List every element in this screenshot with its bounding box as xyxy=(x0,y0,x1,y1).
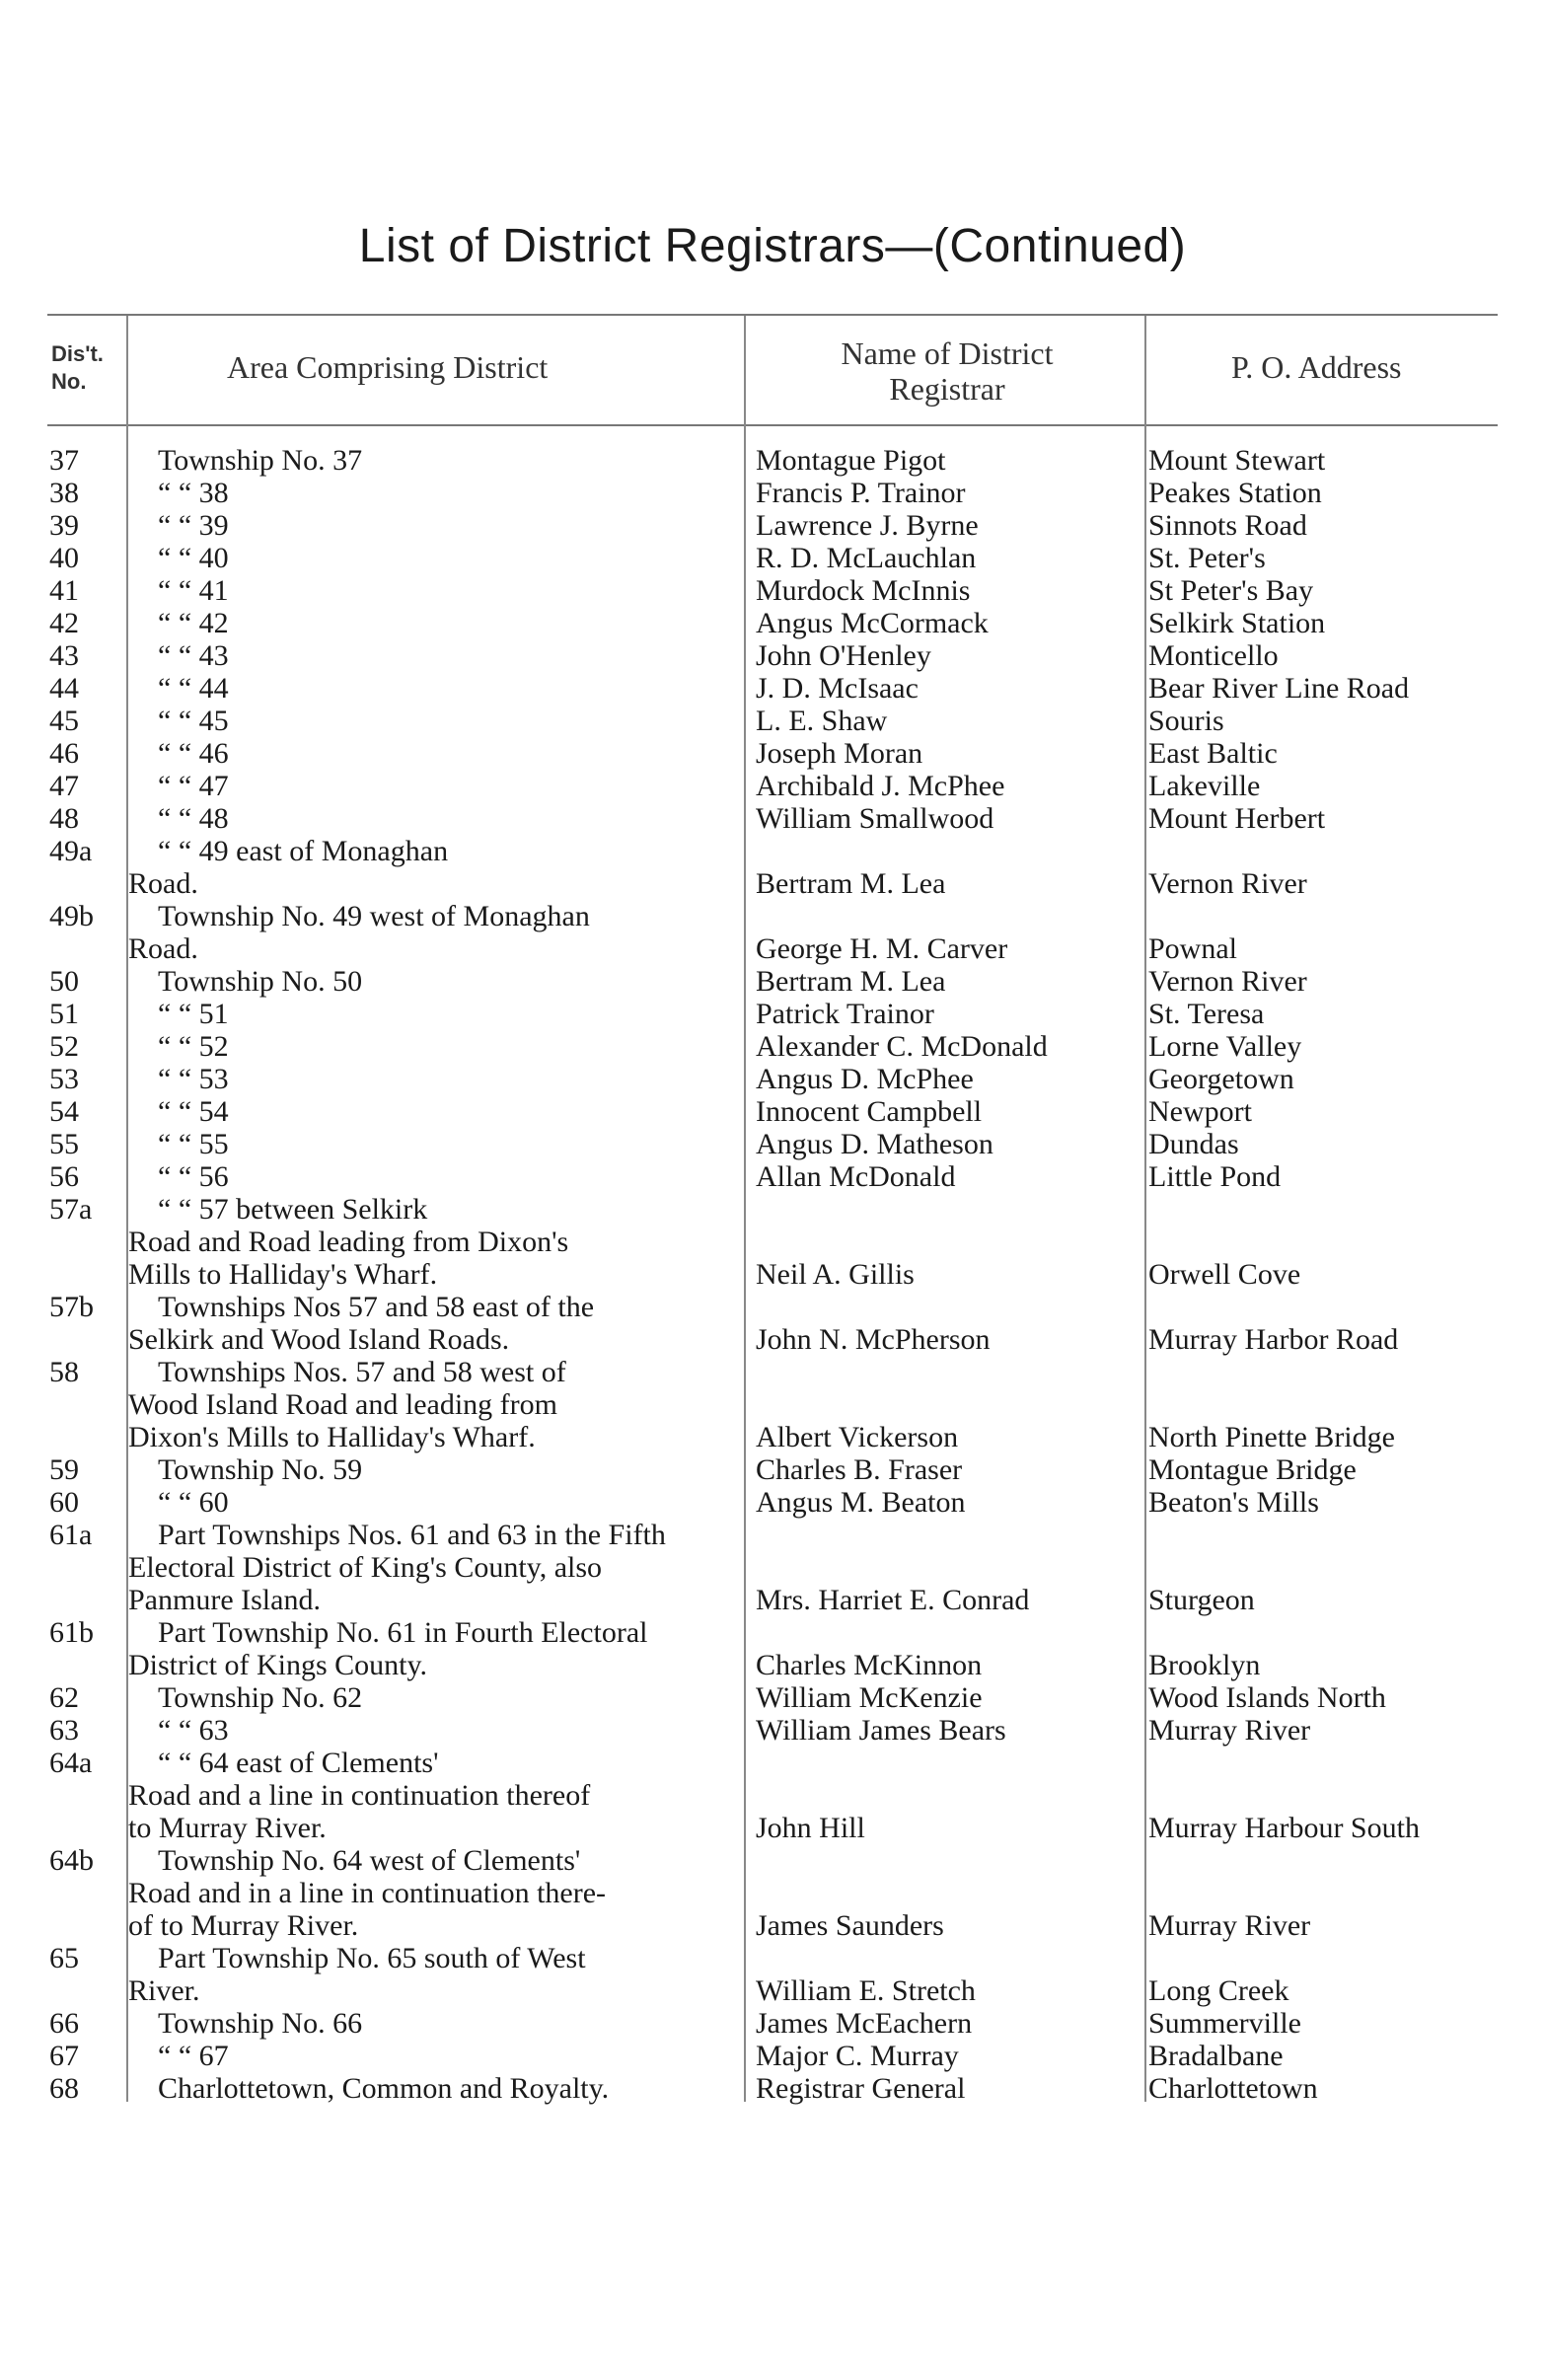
area-line: Road and in a line in continuation there- xyxy=(128,1877,607,1909)
district-number: 39 xyxy=(49,509,79,542)
registrar-name: Alexander C. McDonald xyxy=(756,1030,1048,1063)
area-description xyxy=(128,1356,740,1453)
district-number: 64a xyxy=(49,1747,93,1779)
district-number: 40 xyxy=(49,542,79,574)
po-address: Bradalbane xyxy=(1148,2040,1284,2072)
registrar-name: Registrar General xyxy=(756,2072,966,2105)
po-address: East Baltic xyxy=(1148,737,1278,770)
area-line: River. xyxy=(128,1974,200,2007)
po-address: Brooklyn xyxy=(1148,1649,1261,1681)
area-description xyxy=(128,1193,740,1291)
area-description xyxy=(128,965,740,998)
registrar-name: Lawrence J. Byrne xyxy=(756,509,979,542)
header-dist-line2: No. xyxy=(51,369,87,394)
area-description xyxy=(128,1160,740,1193)
header-registrar xyxy=(750,335,1144,407)
registrar-name: Innocent Campbell xyxy=(756,1095,983,1128)
registrar-name: R. D. McLauchlan xyxy=(756,542,977,574)
area-line: “ “ 42 xyxy=(158,607,229,639)
area-line: “ “ 40 xyxy=(158,542,229,574)
registrar-name: Angus D. McPhee xyxy=(756,1063,974,1095)
registrar-name: Angus McCormack xyxy=(756,607,989,639)
table-row xyxy=(0,737,1545,770)
area-description xyxy=(128,900,740,965)
page-title: List of District Registrars—(Continued) xyxy=(358,220,1187,272)
area-line: “ “ 57 between Selkirk xyxy=(158,1193,428,1226)
area-description xyxy=(128,1681,740,1714)
district-number: 44 xyxy=(49,672,79,705)
table-row xyxy=(0,477,1545,509)
po-address: Mount Stewart xyxy=(1148,444,1326,477)
po-address: Long Creek xyxy=(1148,1974,1289,2007)
district-number: 61b xyxy=(49,1616,94,1649)
area-line: Road. xyxy=(128,867,198,900)
registrar-name: Angus M. Beaton xyxy=(756,1486,966,1519)
table-row xyxy=(0,574,1545,607)
header-registrar-line1: Name of District xyxy=(841,335,1054,371)
table-row xyxy=(0,1128,1545,1160)
area-line: Part Townships Nos. 61 and 63 in the Fifth xyxy=(158,1519,666,1551)
po-address: North Pinette Bridge xyxy=(1148,1421,1395,1453)
table-row xyxy=(0,1453,1545,1486)
po-address: Beaton's Mills xyxy=(1148,1486,1319,1519)
area-line: Part Township No. 65 south of West xyxy=(158,1942,586,1974)
area-description xyxy=(128,705,740,737)
area-description xyxy=(128,998,740,1030)
area-line: Electoral District of King's County, also xyxy=(128,1551,603,1584)
area-line: Township No. 50 xyxy=(158,965,363,998)
registrar-name: William McKenzie xyxy=(756,1681,983,1714)
district-number: 60 xyxy=(49,1486,79,1519)
header-registrar-line2: Registrar xyxy=(889,371,1005,407)
area-line: “ “ 39 xyxy=(158,509,229,542)
po-address: Mount Herbert xyxy=(1148,802,1326,835)
area-description xyxy=(128,607,740,639)
area-line: “ “ 52 xyxy=(158,1030,229,1063)
area-line: Mills to Halliday's Wharf. xyxy=(128,1258,438,1291)
po-address: Murray Harbor Road xyxy=(1148,1323,1399,1356)
registrar-name: Charles B. Fraser xyxy=(756,1453,963,1486)
area-line: Township No. 64 west of Clements' xyxy=(158,1844,581,1877)
area-line: “ “ 60 xyxy=(158,1486,229,1519)
registrar-name: John O'Henley xyxy=(756,639,931,672)
po-address: Murray River xyxy=(1148,1714,1311,1747)
po-address: Pownal xyxy=(1148,932,1237,965)
po-address: Selkirk Station xyxy=(1148,607,1326,639)
area-line: Township No. 49 west of Monaghan xyxy=(158,900,590,932)
area-line: Township No. 62 xyxy=(158,1681,363,1714)
registrar-name: James Saunders xyxy=(756,1909,944,1942)
table-row xyxy=(0,998,1545,1030)
area-description xyxy=(128,2007,740,2040)
registrar-name: William E. Stretch xyxy=(756,1974,976,2007)
area-description xyxy=(128,542,740,574)
po-address: St. Peter's xyxy=(1148,542,1266,574)
registrar-name: Major C. Murray xyxy=(756,2040,959,2072)
registrar-table-body xyxy=(0,444,1545,2105)
table-row xyxy=(0,1616,1545,1681)
district-number: 59 xyxy=(49,1453,79,1486)
table-row xyxy=(0,1356,1545,1453)
table-row xyxy=(0,1291,1545,1356)
area-description xyxy=(128,1747,740,1844)
area-line: “ “ 64 east of Clements' xyxy=(158,1747,439,1779)
area-description xyxy=(128,1095,740,1128)
po-address: Monticello xyxy=(1148,639,1279,672)
table-row xyxy=(0,900,1545,965)
area-line: “ “ 48 xyxy=(158,802,229,835)
header-bottom-rule xyxy=(47,424,1498,426)
header-dist-line1: Dis't. xyxy=(51,341,104,366)
table-row xyxy=(0,509,1545,542)
district-number: 52 xyxy=(49,1030,79,1063)
po-address: Vernon River xyxy=(1148,965,1307,998)
table-row xyxy=(0,1486,1545,1519)
table-row xyxy=(0,1160,1545,1193)
area-line: Dixon's Mills to Halliday's Wharf. xyxy=(128,1421,536,1453)
area-line: Wood Island Road and leading from xyxy=(128,1388,557,1421)
table-row xyxy=(0,542,1545,574)
table-row xyxy=(0,639,1545,672)
table-row xyxy=(0,2072,1545,2105)
district-number: 68 xyxy=(49,2072,79,2105)
po-address: Murray Harbour South xyxy=(1148,1812,1420,1844)
area-description xyxy=(128,1714,740,1747)
registrar-name: Bertram M. Lea xyxy=(756,867,946,900)
area-line: Road and Road leading from Dixon's xyxy=(128,1226,569,1258)
area-line: “ “ 47 xyxy=(158,770,229,802)
table-row xyxy=(0,1063,1545,1095)
district-number: 53 xyxy=(49,1063,79,1095)
area-description xyxy=(128,509,740,542)
district-number: 38 xyxy=(49,477,79,509)
po-address: St Peter's Bay xyxy=(1148,574,1314,607)
area-line: Township No. 59 xyxy=(158,1453,363,1486)
district-number: 66 xyxy=(49,2007,79,2040)
table-row xyxy=(0,1844,1545,1942)
table-row xyxy=(0,672,1545,705)
registrar-name: Francis P. Trainor xyxy=(756,477,966,509)
area-line: Charlottetown, Common and Royalty. xyxy=(158,2072,610,2105)
po-address: Sinnots Road xyxy=(1148,509,1307,542)
table-row xyxy=(0,1193,1545,1291)
area-line: “ “ 45 xyxy=(158,705,229,737)
po-address: Charlottetown xyxy=(1148,2072,1318,2105)
registrar-name: Albert Vickerson xyxy=(756,1421,959,1453)
area-line: Panmure Island. xyxy=(128,1584,321,1616)
area-description xyxy=(128,1128,740,1160)
table-row xyxy=(0,1095,1545,1128)
po-address: Vernon River xyxy=(1148,867,1307,900)
po-address: Lorne Valley xyxy=(1148,1030,1302,1063)
po-address: Peakes Station xyxy=(1148,477,1322,509)
district-number: 64b xyxy=(49,1844,94,1877)
table-row xyxy=(0,1030,1545,1063)
area-description xyxy=(128,1063,740,1095)
area-line: Road and a line in continuation thereof xyxy=(128,1779,591,1812)
area-line: “ “ 41 xyxy=(158,574,229,607)
district-number: 42 xyxy=(49,607,79,639)
area-line: Townships Nos. 57 and 58 west of xyxy=(158,1356,566,1388)
po-address: Orwell Cove xyxy=(1148,1258,1301,1291)
area-line: Townships Nos 57 and 58 east of the xyxy=(158,1291,595,1323)
header-top-rule xyxy=(47,314,1498,316)
table-row xyxy=(0,1519,1545,1616)
area-description xyxy=(128,444,740,477)
area-line: District of Kings County. xyxy=(128,1649,428,1681)
registrar-name: Archibald J. McPhee xyxy=(756,770,1005,802)
area-description xyxy=(128,2040,740,2072)
area-description xyxy=(128,737,740,770)
area-line: Township No. 37 xyxy=(158,444,363,477)
po-address: Georgetown xyxy=(1148,1063,1294,1095)
area-description xyxy=(128,802,740,835)
area-line: “ “ 46 xyxy=(158,737,229,770)
district-number: 49b xyxy=(49,900,94,932)
area-description xyxy=(128,1486,740,1519)
registrar-name: J. D. McIsaac xyxy=(756,672,919,705)
area-description xyxy=(128,1844,740,1942)
po-address: Souris xyxy=(1148,705,1224,737)
district-number: 57b xyxy=(49,1291,94,1323)
registrar-name: James McEachern xyxy=(756,2007,973,2040)
table-row xyxy=(0,1681,1545,1714)
district-number: 56 xyxy=(49,1160,79,1193)
header-address: P. O. Address xyxy=(1231,349,1402,385)
area-description xyxy=(128,2072,740,2105)
table-row xyxy=(0,444,1545,477)
district-number: 61a xyxy=(49,1519,93,1551)
area-description xyxy=(128,770,740,802)
area-line: Road. xyxy=(128,932,198,965)
table-row xyxy=(0,1714,1545,1747)
po-address: Bear River Line Road xyxy=(1148,672,1410,705)
area-line: Township No. 66 xyxy=(158,2007,363,2040)
district-number: 51 xyxy=(49,998,79,1030)
table-row xyxy=(0,965,1545,998)
area-line: “ “ 63 xyxy=(158,1714,229,1747)
registrar-name: Neil A. Gillis xyxy=(756,1258,915,1291)
registrar-name: Patrick Trainor xyxy=(756,998,934,1030)
header-dist xyxy=(51,340,104,396)
po-address: Wood Islands North xyxy=(1148,1681,1386,1714)
registrar-name: George H. M. Carver xyxy=(756,932,1008,965)
district-number: 63 xyxy=(49,1714,79,1747)
area-line: “ “ 43 xyxy=(158,639,229,672)
area-line: “ “ 49 east of Monaghan xyxy=(158,835,449,867)
header-area: Area Comprising District xyxy=(227,349,549,385)
area-line: to Murray River. xyxy=(128,1812,327,1844)
district-number: 54 xyxy=(49,1095,79,1128)
area-line: “ “ 67 xyxy=(158,2040,229,2072)
registrar-name: Angus D. Matheson xyxy=(756,1128,993,1160)
district-number: 49a xyxy=(49,835,93,867)
district-number: 58 xyxy=(49,1356,79,1388)
table-row xyxy=(0,1942,1545,2007)
registrar-name: John N. McPherson xyxy=(756,1323,991,1356)
district-number: 43 xyxy=(49,639,79,672)
district-number: 41 xyxy=(49,574,79,607)
po-address: St. Teresa xyxy=(1148,998,1265,1030)
table-row xyxy=(0,607,1545,639)
district-number: 50 xyxy=(49,965,79,998)
registrar-name: William James Bears xyxy=(756,1714,1006,1747)
area-line: “ “ 44 xyxy=(158,672,229,705)
area-description xyxy=(128,835,740,900)
table-row xyxy=(0,770,1545,802)
area-description xyxy=(128,672,740,705)
po-address: Montague Bridge xyxy=(1148,1453,1357,1486)
area-description xyxy=(128,477,740,509)
area-line: “ “ 53 xyxy=(158,1063,229,1095)
po-address: Little Pond xyxy=(1148,1160,1282,1193)
registrar-name: L. E. Shaw xyxy=(756,705,888,737)
registrar-name: Murdock McInnis xyxy=(756,574,971,607)
area-line: Part Township No. 61 in Fourth Electoral xyxy=(158,1616,648,1649)
district-number: 67 xyxy=(49,2040,79,2072)
area-description xyxy=(128,639,740,672)
po-address: Dundas xyxy=(1148,1128,1239,1160)
district-number: 62 xyxy=(49,1681,79,1714)
area-line: “ “ 54 xyxy=(158,1095,229,1128)
area-description xyxy=(128,1616,740,1681)
district-number: 55 xyxy=(49,1128,79,1160)
po-address: Newport xyxy=(1148,1095,1252,1128)
table-row xyxy=(0,1747,1545,1844)
area-description xyxy=(128,574,740,607)
table-row xyxy=(0,835,1545,900)
district-number: 48 xyxy=(49,802,79,835)
area-line: Selkirk and Wood Island Roads. xyxy=(128,1323,510,1356)
area-line: “ “ 55 xyxy=(158,1128,229,1160)
area-line: “ “ 38 xyxy=(158,477,229,509)
table-row xyxy=(0,705,1545,737)
registrar-name: Charles McKinnon xyxy=(756,1649,983,1681)
area-description xyxy=(128,1453,740,1486)
area-line: “ “ 56 xyxy=(158,1160,229,1193)
area-line: of to Murray River. xyxy=(128,1909,359,1942)
registrar-name: Montague Pigot xyxy=(756,444,946,477)
district-number: 65 xyxy=(49,1942,79,1974)
area-description xyxy=(128,1291,740,1356)
district-number: 47 xyxy=(49,770,79,802)
registrar-name: Allan McDonald xyxy=(756,1160,956,1193)
registrar-name: John Hill xyxy=(756,1812,865,1844)
po-address: Summerville xyxy=(1148,2007,1301,2040)
district-number: 46 xyxy=(49,737,79,770)
table-row xyxy=(0,802,1545,835)
registrar-name: Joseph Moran xyxy=(756,737,923,770)
district-number: 57a xyxy=(49,1193,93,1226)
district-number: 37 xyxy=(49,444,79,477)
area-description xyxy=(128,1942,740,2007)
registrar-name: Bertram M. Lea xyxy=(756,965,946,998)
area-description xyxy=(128,1030,740,1063)
district-number: 45 xyxy=(49,705,79,737)
registrar-name: Mrs. Harriet E. Conrad xyxy=(756,1584,1030,1616)
table-row xyxy=(0,2040,1545,2072)
area-line: “ “ 51 xyxy=(158,998,229,1030)
po-address: Murray River xyxy=(1148,1909,1311,1942)
area-description xyxy=(128,1519,740,1616)
po-address: Sturgeon xyxy=(1148,1584,1255,1616)
table-row xyxy=(0,2007,1545,2040)
po-address: Lakeville xyxy=(1148,770,1261,802)
registrar-name: William Smallwood xyxy=(756,802,994,835)
